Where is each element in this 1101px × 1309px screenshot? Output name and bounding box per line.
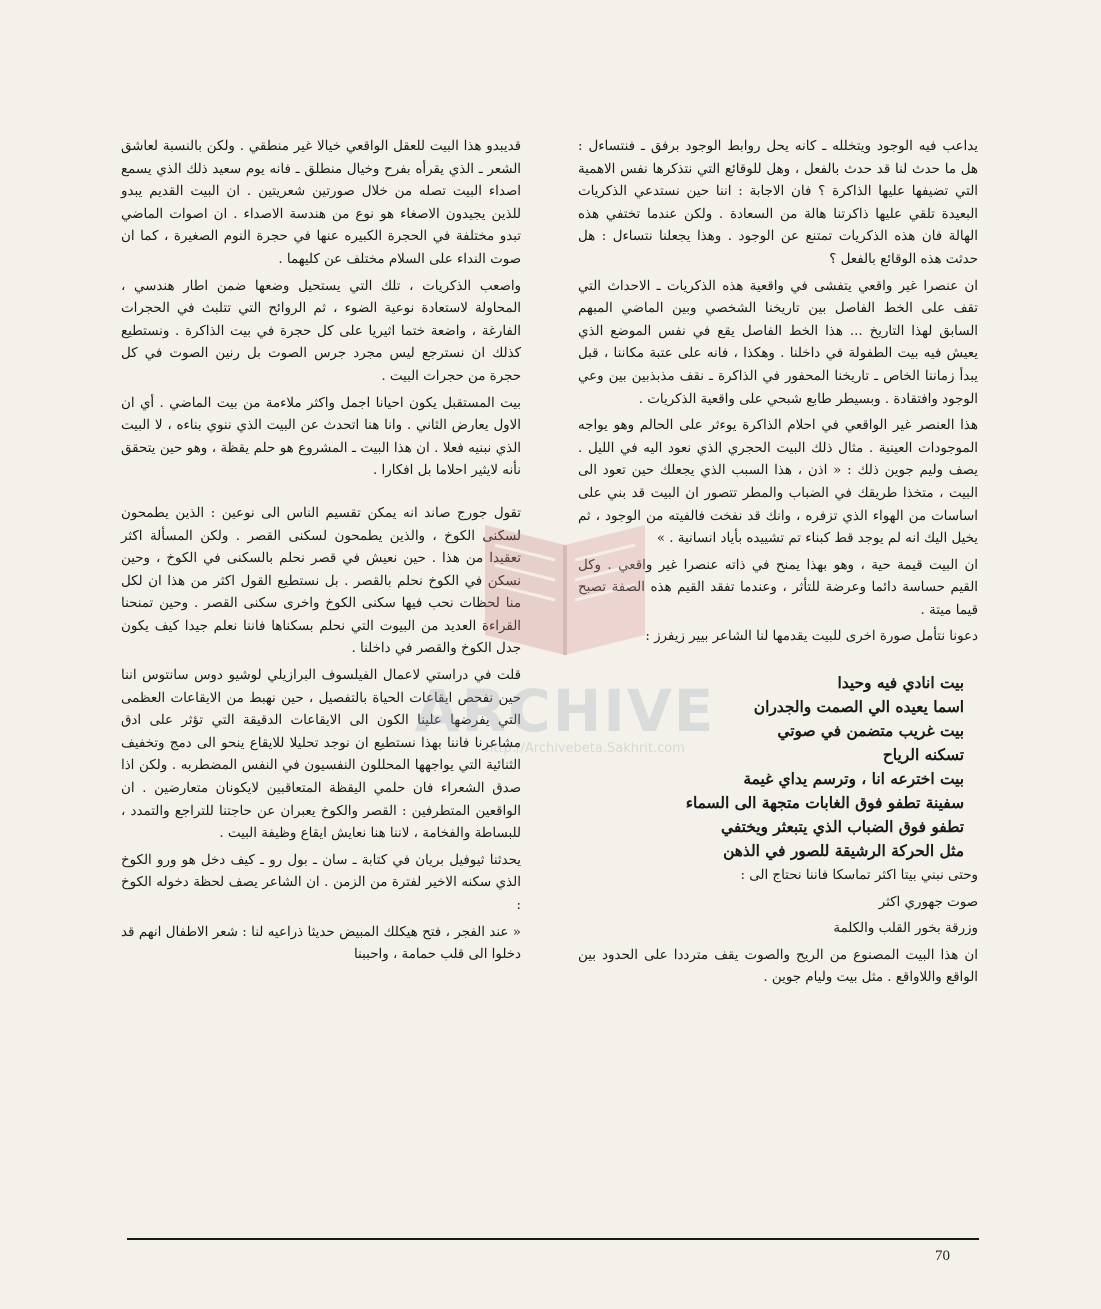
paragraph: ان البيت قيمة حية ، وهو بهذا يمنح في ذاته عنصرا غير واقعي . وكل القيم حساسة دائما وعرضة للتأثر ، وعندما تفقد القيم هذه الصفة تصبح قيما ميتة .: [578, 557, 978, 618]
paragraph: صوت جهوري اكثر: [878, 894, 978, 910]
poem-line: سفينة تطفو فوق الغابات متجهة الى السماء: [685, 794, 964, 813]
paragraph: تقول جورج صاند انه يمكن تقسيم الناس الى نوعين : الذين يطمحون لسكنى الكوخ ، والذين يطمحون لسكنى القصر . ولكن المسألة اكثر تعقيدا من هذا . حين نعيش في قصر نحلم بالسكنى في الكوخ ، وحين نسكن في الكوخ نحلم بالقصر . بل نستطيع القول اكثر من هذا ان لكل منا لحظات نحب فيها سكنى الكوخ واخرى سكنى القصر . وحين تمنحنا القراءة العديد من البيوت التي نحلم بسكناها فاننا نعلم جيدا كيف يكون جدل الكوخ والقصر في داخلنا .: [121, 505, 521, 657]
paragraph: واصعب الذكريات ، تلك التي يستحيل وضعها ضمن اطار هندسي ، المحاولة لاستعادة نوعية الضوء ، ثم الروائح التي تتلبث في الحجرات الفارغة ، واضعة ختما اثيريا على كل حجرة في بيت الذاكرة . ونستطيع كذلك ان نسترجع ليس مجرد جرس الصوت بل رنين الصوت في كل حجرة من حجرات البيت .: [121, 278, 521, 384]
paragraph: يحدثنا ثيوفيل بريان في كتابة ـ سان ـ بول رو ـ كيف دخل هو ورو الكوخ الذي سكنه الاخير لفترة من الزمن . ان الشاعر يصف لحظة دخوله الكوخ :: [121, 852, 521, 913]
footer-rule: [127, 1238, 979, 1240]
watermark-url: http://Archivebeta.Sakhrit.com: [485, 741, 685, 756]
paragraph: ان عنصرا غير واقعي يتفشى في واقعية هذه الذكريات ـ الاحداث التي تقف على الخط الفاصل بين تاريخنا الشخصي وبين الماضي المبهم السابق لهذا التاريخ ... هذا الخط الفاصل يقع في نفس الموضع الذي يعيش فيه بيت الطفولة في داخلنا . وهكذا ، فانه على عتبة مكاننا ، قبل يبدأ زماننا الخاص ـ تاريخنا المحفور في الذاكرة ـ نقف مذبذبين بين وعي الوجود وافتقادة . وبسيطر طابع شبحي على واقعية الذكريات .: [578, 278, 978, 407]
poem-line: مثل الحركة الرشيقة للصور في الذهن: [723, 842, 964, 861]
watermark-text: ARCHIVE: [414, 677, 716, 745]
paragraph: قلت في دراستي لاعمال الفيلسوف البرازيلي لوشيو دوس سانتوس اننا حين نفحص ايقاعات الحياة بالتفصيل ، حين نهبط من الايقاعات العظمى التي يفرضها علينا الكون الى الايقاعات الدقيقة التي تؤثر على ادق مشاعرنا فاننا بهذا نستطيع ان نوجد تحليلا للايقاع ينحو الى دمج وتخفيف الثنائية التي يواجهها المحللون النفسيون في النفس المضطربه . ولكن اذا صدق الشعراء فان حلمي اليقظة المتعاقبين لايكونان متعارضين . ان الواقعين المتطرفين : القصر والكوخ يعبران عن حاجتنا للتراجع والتمدد ، للبساطة والفخامة ، لاننا هنا نعايش ايقاع وظيفة البيت .: [121, 668, 521, 842]
paragraph: وحتى نبني بيتا اكثر تماسكا فاننا نحتاج الى :: [740, 868, 978, 884]
paragraph: ان هذا البيت المصنوع من الريح والصوت يقف مترددا على الحدود بين الواقع واللاواقع . مثل بيت وليام جوين .: [578, 947, 978, 986]
poem: [578, 671, 978, 863]
left-column: [121, 136, 521, 971]
section-gap: [121, 487, 521, 503]
poem-line: تسكنه الرياح: [882, 746, 964, 765]
poem-line: تطفو فوق الضباب الذي يتبعثر ويختفي: [721, 818, 964, 837]
paragraph: قديبدو هذا البيت للعقل الواقعي خيالا غير منطقي . ولكن بالنسبة لعاشق الشعر ـ الذي يقرأه بفرح وخيال منطلق ـ فانه يوم سعيد ذلك الذي يسمع اصداء البيت تصله من خلال صورتين شعريتين . ان البيت القديم يبدو للذين يجيدون الاصغاء هو نوع من هندسة الاصداء . ان اصوات الماضي تبدو مختلفة في الحجرة الكبيره عنها في حجرة النوم الصغيرة ، كما ان صوت النداء على السلام مختلف عن كليهما .: [121, 139, 521, 267]
poem-line: بيت انادي فيه وحيدا: [837, 674, 964, 693]
poem-line: بيت غريب متضمن في صوتي: [777, 722, 964, 741]
paragraph: دعونا نتأمل صورة اخرى للبيت يقدمها لنا الشاعر بيير زيفرز :: [645, 629, 978, 645]
page-number: 70: [935, 1248, 950, 1264]
paragraph: بيت المستقبل يكون احيانا اجمل واكثر ملاءمة من بيت الماضي . أي ان الاول يعارض الثاني . وانا هنا اتحدث عن البيت الذي ننوي بناءه ، لا البيت الذي نبنيه فعلا . ان هذا البيت ـ المشروع هو حلم يقظة ، وهو حين يتحقق نأنه لايثير احلاما بل افكارا .: [121, 395, 521, 479]
paragraph: يداعب فيه الوجود ويتخلله ـ كانه يحل روابط الوجود برفق ـ فنتساءل : هل ما حدث لنا قد حدث بالفعل ، وهل للوقائع التي نتذكرها نفس الاهمية التي تضيفها عليها الذاكرة ؟ فان الاجابة : اننا حين نستدعي الذكريات البعيدة تلقي عليها ذاكرتنا هالة من السعادة . ولكن عندما تختفي هذه الهالة فان هذه الذكريات تمتنع عن الوجود . وهذا يجعلنا نتساءل : هل حدثت هذه الوقائع بالفعل ؟: [578, 139, 978, 267]
paragraph: هذا العنصر غير الواقعي في احلام الذاكرة يوءثر على الحالم وهو يواجه الموجودات العينية . مثال ذلك البيت الحجري الذي نعود اليه في الليل . يصف وليم جوين ذلك : « اذن ، هذا السبب الذي يجعلك حين تعود الى البيت ، متخذا طريقك في الضباب والمطر تتصور ان البيت قد بني على اساسات من الهواء الذي تزفره ، وانك قد نفخت فالفيته من الوجود ، ثم يخيل اليك انه لم يوجد قط كبناء تم تشييده بأياد انسانية . »: [578, 418, 978, 547]
paragraph: وزرقة بخور القلب والكلمة: [833, 921, 978, 937]
paragraph: « عند الفجر ، فتح هيكلك المبيض حديثا ذراعيه لنا : شعر الاطفال انهم قد دخلوا الى قلب حمامة ، واحببنا: [121, 924, 521, 963]
poem-line: بيت اخترعه انا ، وترسم يداي غيمة: [743, 770, 964, 789]
right-column: [578, 136, 978, 994]
poem-line: اسما يعيده الي الصمت والجدران: [753, 698, 964, 717]
